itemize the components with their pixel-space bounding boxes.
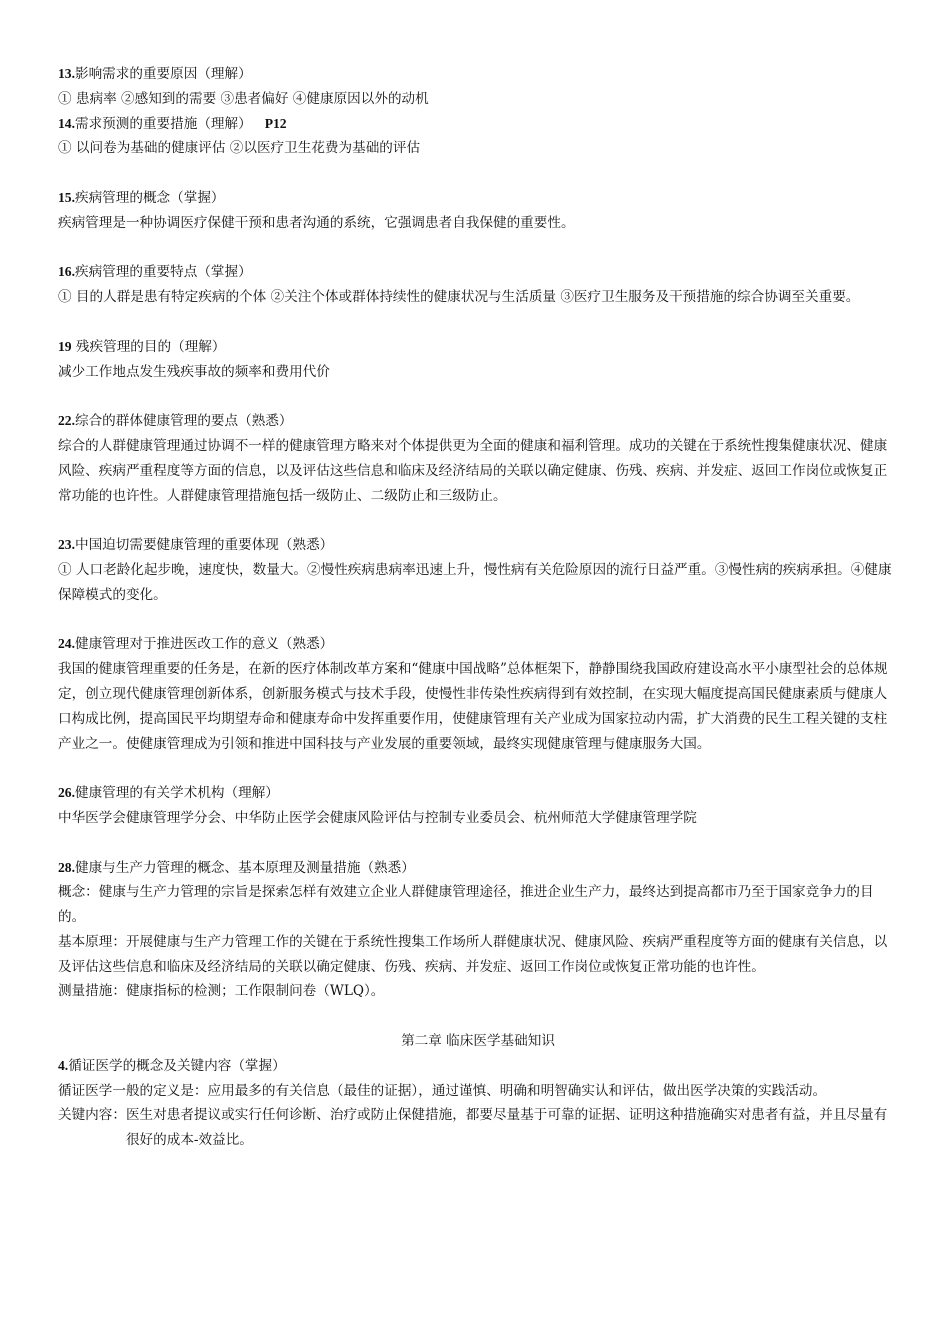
item-13-body: ① 患病率 ②感知到的需要 ③患者偏好 ④健康原因以外的动机	[58, 90, 429, 107]
item-16-body: ① 目的人群是患有特定疾病的个体 ②关注个体或群体持续性的健康状况与生活质量 ③医疗卫生服务及干预措施的综合协调至关重要。	[58, 289, 860, 306]
item-13-heading: 13.影响需求的重要原因（理解）	[58, 66, 252, 82]
item-19-heading: 19 残疾管理的目的（理解）	[58, 338, 226, 355]
item-16-heading: 16.疾病管理的重要特点（掌握）	[58, 264, 252, 281]
item-15-body: 疾病管理是一种协调医疗保健干预和患者沟通的系统，它强调患者自我保健的重要性。	[58, 214, 575, 231]
key-content-text: 医生对患者提议或实行任何诊断、治疗或防止保健措施，都要尽量基于可靠的证据、证明这种措施确实对患者有益，并且尽量有很好的成本-效益比。	[125, 1107, 888, 1149]
item-28-measure: 测量措施：健康指标的检测；工作限制问卷（WLQ）。	[58, 983, 385, 1000]
key-content-block	[58, 1103, 898, 1153]
key-content-label: 关键内容：	[58, 1107, 126, 1124]
chapter2-item-4-heading: 4.循证医学的概念及关键内容（掌握）	[58, 1057, 286, 1074]
item-14-body: ① 以问卷为基础的健康评估 ②以医疗卫生花费为基础的评估	[58, 140, 421, 157]
item-22-heading: 22.综合的群体健康管理的要点（熟悉）	[58, 413, 293, 430]
item-26-heading: 26.健康管理的有关学术机构（理解）	[58, 785, 279, 802]
page-reference: P12	[264, 115, 287, 131]
item-15-heading: 15.疾病管理的概念（掌握）	[58, 189, 225, 206]
item-28-principle: 基本原理：开展健康与生产力管理工作的关键在于系统性搜集工作场所人群健康状况、健康风险、疾病严重程度等方面的健康有关信息，以及评估这些信息和临床及经济结局的关联以确定健康、伤残、疾病、并发症、返回工作岗位或恢复正常功能的也许性。	[58, 933, 888, 975]
document-page	[58, 62, 898, 1153]
item-23-body: ① 人口老龄化起步晚，速度快，数量大。②慢性疾病患病率迅速上升，慢性病有关危险原因的流行日益严重。③慢性病的疾病承担。④健康保障模式的变化。	[58, 561, 892, 603]
item-24-heading: 24.健康管理对于推进医改工作的意义（熟悉）	[58, 636, 334, 653]
chapter-title: 第二章 临床医学基础知识	[401, 1033, 555, 1050]
item-22-body: 综合的人群健康管理通过协调不一样的健康管理方略来对个体提供更为全面的健康和福利管理。成功的关键在于系统性搜集健康状况、健康风险、疾病严重程度等方面的信息，以及评估这些信息和临床及经济结局的关联以确定健康、伤残、疾病、并发症、返回工作岗位或恢复正常功能的也许性。人群健康管理措施包括一级防止、二级防止和三级防止。	[58, 437, 888, 504]
item-28-heading: 28.健康与生产力管理的概念、基本原理及测量措施（熟悉）	[58, 859, 415, 876]
definition-text: 应用最多的有关信息（最佳的证据），通过谨慎、明确和明智确实认和评估，做出医学决策的实践活动。	[207, 1082, 827, 1099]
item-28-concept: 概念：健康与生产力管理的宗旨是探索怎样有效建立企业人群健康管理途径，推进企业生产力，最终达到提高都市乃至于国家竞争力的目的。	[58, 884, 874, 926]
definition-block	[58, 1079, 898, 1104]
item-14-heading: 14.需求预测的重要措施（理解） P12	[58, 115, 287, 132]
item-26-body: 中华医学会健康管理学分会、中华防止医学会健康风险评估与控制专业委员会、杭州师范大学健康管理学院	[58, 809, 697, 826]
definition-label: 循证医学一般的定义是：	[58, 1082, 208, 1099]
item-24-body: 我国的健康管理重要的任务是，在新的医疗体制改革方案和“健康中国战略”总体框架下，静静围绕我国政府建设高水平小康型社会的总体规定，创立现代健康管理创新体系，创新服务模式与技术手段，使慢性非传染性疾病得到有效控制，在实现大幅度提高国民健康素质与健康人口构成比例，提高国民平均期望寿命和健康寿命中发挥重要作用，使健康管理有关产业成为国家拉动内需，扩大消费的民生工程关键的支柱产业之一。使健康管理成为引领和推进中国科技与产业发展的重要领域，最终实现健康管理与健康服务大国。	[58, 661, 888, 752]
item-19-body: 减少工作地点发生残疾事故的频率和费用代价	[58, 363, 330, 380]
item-23-heading: 23.中国迫切需要健康管理的重要体现（熟悉）	[58, 537, 334, 554]
